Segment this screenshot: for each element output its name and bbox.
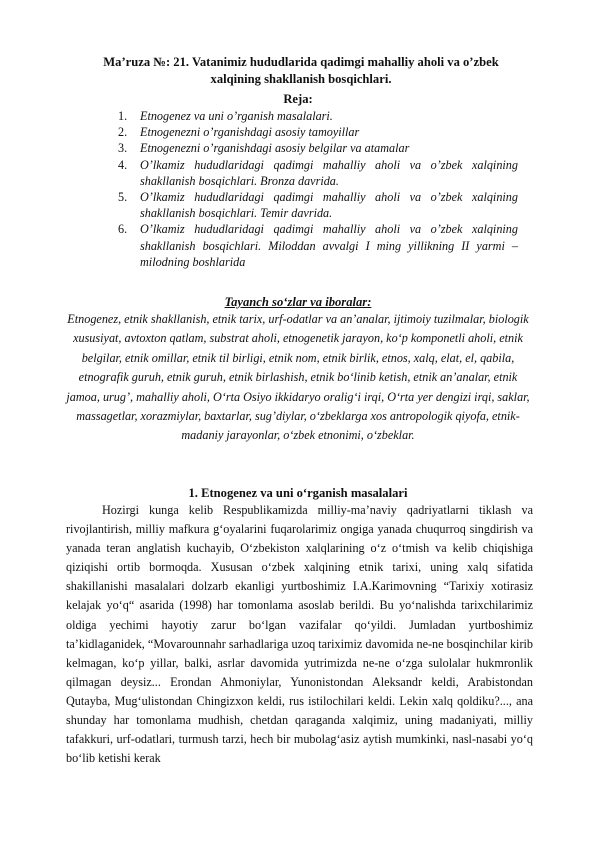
plan-item-text: O’lkamiz hududlaridagi qadimgi mahalliy aholi va o’zbek xalqining shakllanish bosqichlari. Temir davrida. [140, 190, 518, 221]
plan-item-number: 2. [118, 125, 128, 140]
plan-item-text: Etnogenez va uni o’rganish masalalari. [140, 109, 333, 123]
plan-heading: Reja: [283, 92, 313, 106]
plan-list [118, 108, 518, 270]
plan-item-text: Etnogenezni o’rganishdagi asosiy tamoyillar [140, 125, 360, 140]
plan-item-number: 6. [118, 222, 128, 237]
section-heading: 1. Etnogenez va uni o‘rganish masalalari [188, 486, 408, 500]
plan-item-number: 5. [118, 190, 128, 205]
lecture-title: Ma’ruza №: 21. Vatanimiz hududlarida qadimgi mahalliy aholi va o’zbek xalqining shakllanish bosqichlari. [103, 55, 499, 86]
plan-item [118, 157, 518, 189]
body-paragraph: Hozirgi kunga kelib Respublikamizda milliy-ma’naviy qadriyatlarni tiklash va rivojlantirish, milliy mafkura g‘oyalarini fuqarolarimiz ongiga yanada chuqurroq singdirish va yanada teran anglatish kuchayib, O‘zbekiston xalqlarining o‘z o‘tmish va kelib chiqishiga qiziqishi ortib bormoqda. Xususan o‘zbek xalqining etnik tarixi, uning xalq sifatida shakillanishi masalalari dolzarb ekanligi yurtboshimiz I.A.Karimovning “Tarixiy xotirasiz kelajak yo‘q“ asarida (1998) har tomonlama asoslab berildi. Bu yo‘nalishda tarixchilarimiz oldiga yechimi hayotiy zarur bo‘lgan vazifalar qo‘yildi. Jumladan yurtboshimiz ta’kidlaganidek, “Movarounnahr sarhadlariga uzoq tariximiz davomida ne-ne bosqinchilar kirib kelmagan, ko‘p yillar, balki, asrlar davomida yutrimizda ne-ne o‘zga sulolalar hukmronlik qilmagan deysiz... Erondan Ahmoniylar, Yunonistondan Aleksandr keldi, Arabistondan Qutayba, Mug‘ulistondan Chingizxon keldi, rus istilochilari keldi. Lekin xalq qoldiku?..., ana shunday har tomonlama mudhish, chetdan qaraganda xalqimiz, uning madaniyati, milliy tafakkuri, urf-odatlari, turmush tarzi, hech bir mubolag‘asiz aytish mumkinki, nasl-nasabi yo‘q bo‘lib ketishi kerak [66, 503, 533, 766]
plan-item-number: 4. [118, 157, 128, 172]
plan-item-number: 3. [118, 141, 128, 156]
plan-item [118, 221, 518, 270]
plan-item-number: 1. [118, 109, 128, 123]
keywords-heading: Tayanch so‘zlar va iboralar: [224, 295, 372, 309]
plan-item [118, 124, 518, 140]
plan-item-text: Etnogenezni o’rganishdagi asosiy belgilar va atamalar [140, 141, 410, 156]
plan-item-text: O’lkamiz hududlaridagi qadimgi mahalliy aholi va o’zbek xalqining shakllanish bosqichlari. Miloddan avvalgi I ming yillikning II yarmi – milodning boshlarida [140, 222, 518, 269]
plan-item-text: O’lkamiz hududlaridagi qadimgi mahalliy aholi va o’zbek xalqining shakllanish bosqichlari. Bronza davrida. [140, 157, 518, 188]
plan-item [118, 140, 518, 156]
keywords-paragraph: Etnogenez, etnik shakllanish, etnik tarix, urf-odatlar va an’analar, ijtimoiy tuzilmalar, biologik xususiyat, avtoxton qatlam, substrat aholi, etnogenetik jarayon, ko‘p komponetli aholi, etnik belgilar, etnik omillar, etnik til birligi, etnik nom, etnik birlik, etnos, xalq, elat, el, qabila, etnografik guruh, etnik guruh, etnik birlashish, etnik bo‘linib ketish, etnik an’analar, etnik jamoa, urug’, mahalliy aholi, O‘rta Osiyo ikkidaryo oralig‘i irqi, O‘rta yer dengizi irqi, saklar, massagetlar, xorazmiylar, baxtarlar, sug’diylar, o‘zbeklarga xos antropologik qiyofa, etnik-madaniy jarayonlar, o‘zbek etnonimi, o‘zbeklar. [66, 312, 530, 443]
plan-item [118, 108, 518, 124]
plan-item [118, 189, 518, 221]
